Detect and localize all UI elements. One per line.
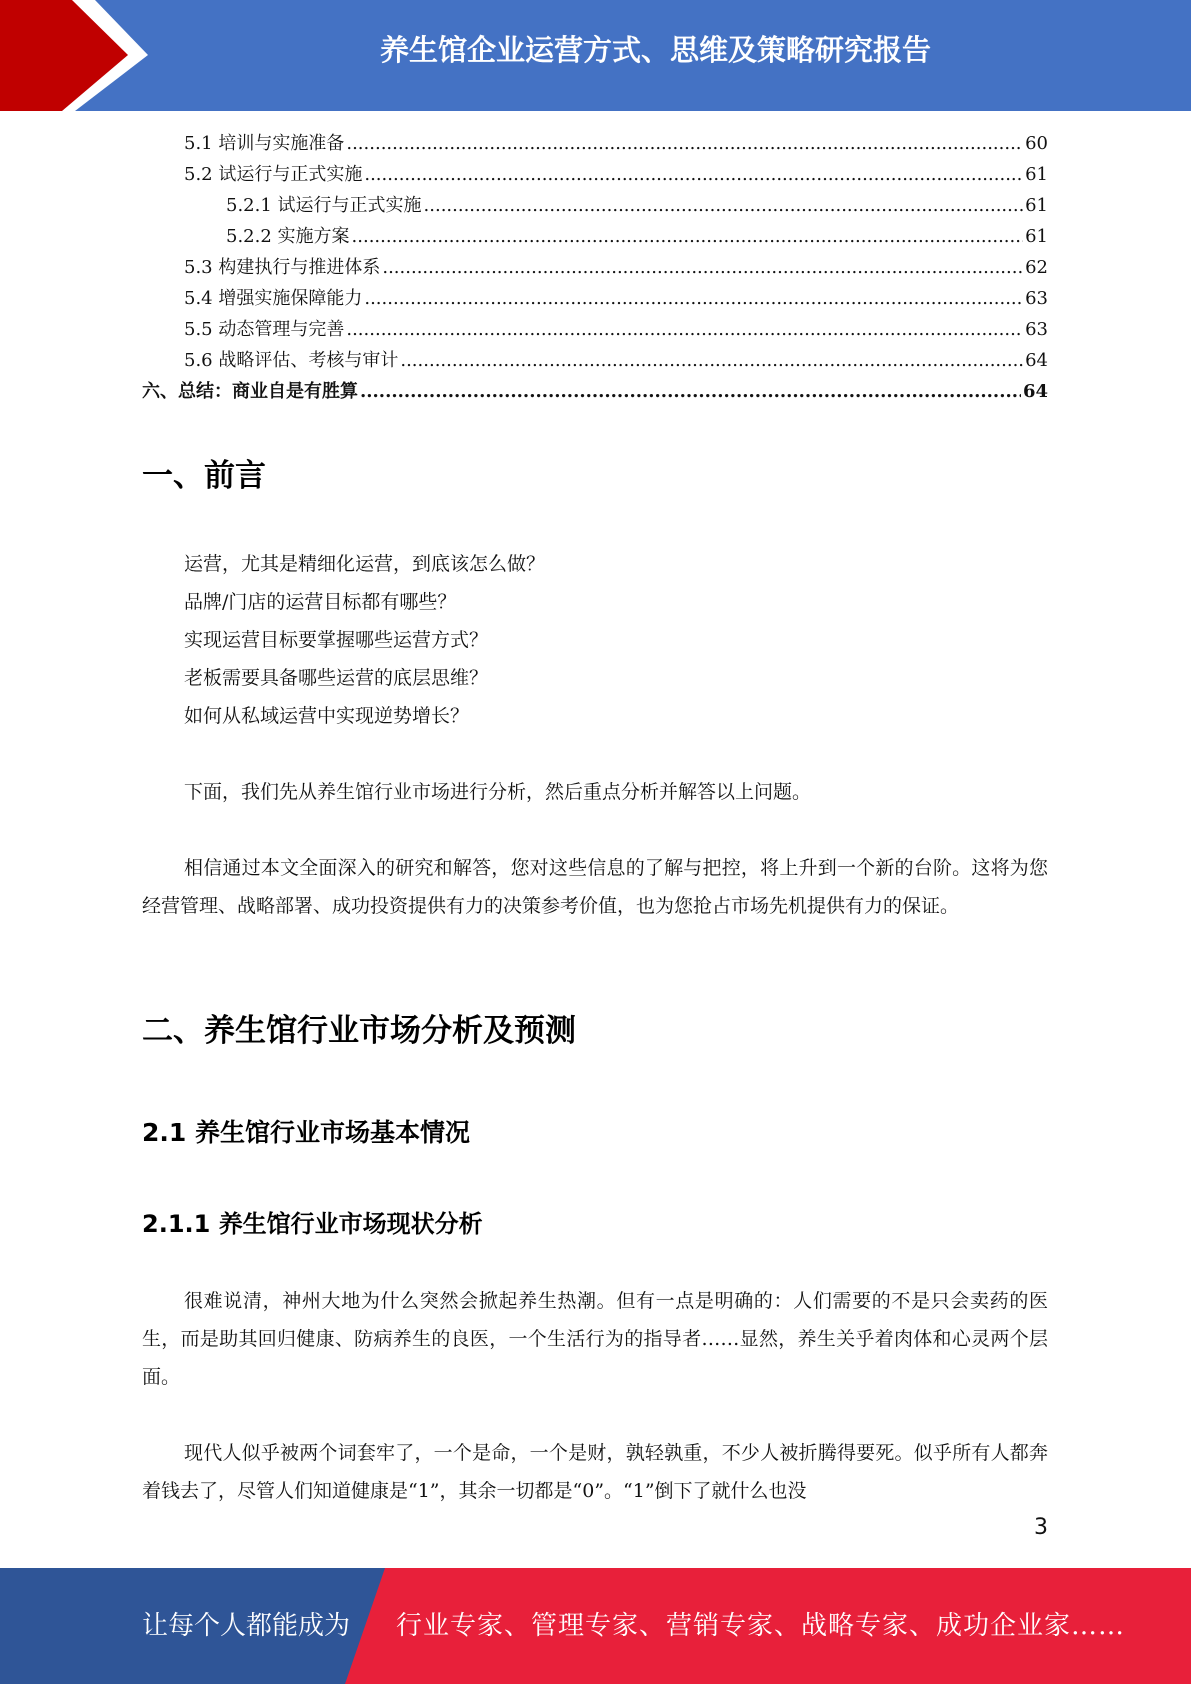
chevron-arrow-icon — [0, 0, 160, 111]
toc-entry[interactable] — [142, 314, 1048, 345]
toc-leader-dots — [352, 221, 1024, 252]
preface-paragraph — [142, 773, 1048, 811]
question-item: 老板需要具备哪些运营的底层思维？ — [184, 667, 489, 689]
toc-entry[interactable] — [142, 159, 1048, 190]
toc-entry-page: 64 — [1022, 381, 1048, 402]
toc-entry-label: 六、总结：商业自是有胜算 — [142, 381, 358, 402]
question-item: 实现运营目标要掌握哪些运营方式？ — [184, 629, 489, 651]
header-band — [0, 0, 1191, 111]
toc-entry-label: 5.1 培训与实施准备 — [184, 133, 345, 154]
toc-entry[interactable] — [142, 283, 1048, 314]
toc-entry-page: 63 — [1025, 288, 1048, 309]
toc-entry[interactable] — [142, 376, 1048, 407]
question-list — [142, 545, 1048, 735]
subsection-heading: 2.1 养生馆行业市场基本情况 — [142, 1118, 470, 1147]
toc-entry-label: 5.5 动态管理与完善 — [184, 319, 345, 340]
toc-entry-label: 5.3 构建执行与推进体系 — [184, 257, 381, 278]
question-item: 运营，尤其是精细化运营，到底该怎么做？ — [184, 553, 546, 575]
page-number: 3 — [1034, 1515, 1048, 1540]
toc-entry-label: 5.2.1 试运行与正式实施 — [226, 195, 422, 216]
toc-entry-page: 63 — [1025, 319, 1048, 340]
report-title: 养生馆企业运营方式、思维及策略研究报告 — [379, 33, 931, 67]
toc-entry-page: 60 — [1025, 133, 1048, 154]
toc-entry-page: 61 — [1025, 164, 1048, 185]
toc-entry-label: 5.6 战略评估、考核与审计 — [184, 350, 399, 371]
toc-entry-label: 5.2.2 实施方案 — [226, 226, 350, 247]
toc-entry[interactable] — [142, 221, 1048, 252]
toc-entry[interactable] — [142, 252, 1048, 283]
toc-leader-dots — [364, 283, 1023, 314]
footer-banner — [0, 1568, 1191, 1684]
toc-leader-dots — [400, 345, 1023, 376]
paragraph-text: 很难说清，神州大地为什么突然会掀起养生热潮。但有一点是明确的：人们需要的不是只会卖药的医生，而是助其回归健康、防病养生的良医，一个生活行为的指导者……显然，养生关乎着肉体和心灵两个层面。 — [142, 1290, 1048, 1388]
preface-paragraph — [142, 849, 1048, 925]
subsubsection-heading: 2.1.1 养生馆行业市场现状分析 — [142, 1210, 483, 1238]
toc-entry[interactable] — [142, 345, 1048, 376]
toc-entry-page: 61 — [1025, 226, 1048, 247]
toc-leader-dots — [424, 190, 1024, 221]
section-heading-market-analysis: 二、养生馆行业市场分析及预测 — [142, 1013, 576, 1049]
toc-entry-page: 62 — [1025, 257, 1048, 278]
toc-leader-dots — [346, 128, 1023, 159]
toc-entry[interactable] — [142, 190, 1048, 221]
paragraph-text: 现代人似乎被两个词套牢了，一个是命，一个是财，孰轻孰重，不少人被折腾得要死。似乎所有人都奔着钱去了，尽管人们知道健康是“1”，其余一切都是“0”。“1”倒下了就什么也没 — [142, 1442, 1048, 1502]
toc-leader-dots — [360, 376, 1021, 407]
toc-entry-label: 5.4 增强实施保障能力 — [184, 288, 363, 309]
section-heading-preface: 一、前言 — [142, 458, 266, 494]
market-paragraph — [142, 1434, 1048, 1510]
question-item: 品牌/门店的运营目标都有哪些？ — [184, 591, 457, 613]
toc-entry-page: 61 — [1025, 195, 1048, 216]
table-of-contents — [142, 128, 1048, 407]
question-item: 如何从私域运营中实现逆势增长？ — [184, 705, 470, 727]
market-paragraph — [142, 1282, 1048, 1396]
toc-entry-page: 64 — [1025, 350, 1048, 371]
toc-leader-dots — [364, 159, 1023, 190]
paragraph-text: 下面，我们先从养生馆行业市场进行分析，然后重点分析并解答以上问题。 — [184, 781, 812, 803]
toc-entry[interactable] — [142, 128, 1048, 159]
footer-slogan-right: 行业专家、管理专家、营销专家、战略专家、成功企业家…… — [396, 1611, 1126, 1641]
toc-leader-dots — [346, 314, 1023, 345]
footer-slogan-left: 让每个人都能成为 — [142, 1611, 351, 1641]
toc-entry-label: 5.2 试运行与正式实施 — [184, 164, 363, 185]
paragraph-text: 相信通过本文全面深入的研究和解答，您对这些信息的了解与把控，将上升到一个新的台阶。这将为您经营管理、战略部署、成功投资提供有力的决策参考价值，也为您抢占市场先机提供有力的保证。 — [142, 857, 1048, 917]
toc-leader-dots — [382, 252, 1023, 283]
